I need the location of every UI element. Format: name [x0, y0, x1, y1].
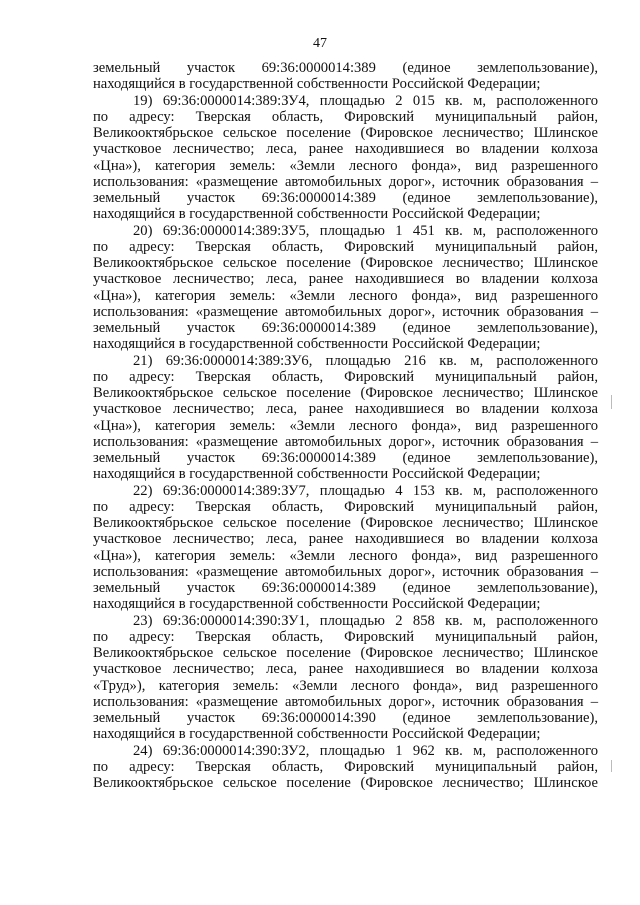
text-line: «Цна»), категория земель: «Земли лесного фонда», вид разрешенного: [93, 417, 598, 434]
text-line: использования: «размещение автомобильных дорог», источник образования –: [93, 433, 598, 450]
text-line: по адресу: Тверская область, Фировский муниципальный район,: [93, 628, 598, 645]
text-line: Великооктябрьское сельское поселение (Фировское лесничество; Шлинское: [93, 645, 598, 661]
text-line: земельный участок 69:36:0000014:389 (единое землепользование),: [93, 580, 598, 596]
text-line: участковое лесничество; леса, ранее находившиеся во владении колхоза: [93, 661, 598, 678]
text-line: находящийся в государственной собственности Российской Федерации;: [93, 726, 541, 743]
text-line: «Труд»), категория земель: «Земли лесного фонда», вид разрешенного: [93, 677, 598, 694]
text-line: находящийся в государственной собственности Российской Федерации;: [93, 206, 541, 223]
paragraph-first-line: 24) 69:36:0000014:390:ЗУ2, площадью 1 962 кв. м, расположенного: [133, 742, 598, 759]
text-line: участковое лесничество; леса, ранее находившиеся во владении колхоза: [93, 401, 598, 418]
margin-scan-mark: [611, 395, 612, 409]
text-line: использования: «размещение автомобильных дорог», источник образования –: [93, 303, 598, 320]
paragraph-first-line: 19) 69:36:0000014:389:ЗУ4, площадью 2 015 кв. м, расположенного: [133, 92, 598, 109]
text-line: находящийся в государственной собственности Российской Федерации;: [93, 596, 541, 613]
text-line: использования: «размещение автомобильных дорог», источник образования –: [93, 563, 598, 580]
text-line: «Цна»), категория земель: «Земли лесного фонда», вид разрешенного: [93, 287, 598, 304]
text-line: находящийся в государственной собственности Российской Федерации;: [93, 76, 541, 93]
text-line: участковое лесничество; леса, ранее находившиеся во владении колхоза: [93, 531, 598, 548]
text-line: земельный участок 69:36:0000014:389 (единое землепользование),: [93, 190, 598, 206]
text-line: участковое лесничество; леса, ранее находившиеся во владении колхоза: [93, 271, 598, 288]
text-line: земельный участок 69:36:0000014:389 (единое землепользование),: [93, 320, 598, 336]
text-line: находящийся в государственной собственности Российской Федерации;: [93, 466, 541, 483]
text-line: земельный участок 69:36:0000014:389 (единое землепользование),: [93, 450, 598, 466]
text-line: участковое лесничество; леса, ранее находившиеся во владении колхоза: [93, 141, 598, 158]
text-line: земельный участок 69:36:0000014:389 (единое землепользование),: [93, 60, 598, 76]
text-line: Великооктябрьское сельское поселение (Фировское лесничество; Шлинское: [93, 515, 598, 531]
text-line: использования: «размещение автомобильных дорог», источник образования –: [93, 173, 598, 190]
text-line: «Цна»), категория земель: «Земли лесного фонда», вид разрешенного: [93, 547, 598, 564]
text-line: по адресу: Тверская область, Фировский муниципальный район,: [93, 498, 598, 515]
body-text: [93, 60, 598, 791]
text-line: Великооктябрьское сельское поселение (Фировское лесничество; Шлинское: [93, 385, 598, 401]
paragraph-first-line: 23) 69:36:0000014:390:ЗУ1, площадью 2 858 кв. м, расположенного: [133, 612, 598, 629]
margin-scan-mark: [611, 760, 612, 772]
paragraph-first-line: 21) 69:36:0000014:389:ЗУ6, площадью 216 кв. м, расположенного: [133, 352, 598, 369]
text-line: по адресу: Тверская область, Фировский муниципальный район,: [93, 108, 598, 125]
text-line: использования: «размещение автомобильных дорог», источник образования –: [93, 693, 598, 710]
text-line: земельный участок 69:36:0000014:390 (единое землепользование),: [93, 710, 598, 726]
text-line: по адресу: Тверская область, Фировский муниципальный район,: [93, 758, 598, 775]
text-line: по адресу: Тверская область, Фировский муниципальный район,: [93, 238, 598, 255]
text-line: Великооктябрьское сельское поселение (Фировское лесничество; Шлинское: [93, 255, 598, 271]
text-line: «Цна»), категория земель: «Земли лесного фонда», вид разрешенного: [93, 157, 598, 174]
page-number: 47: [313, 36, 327, 51]
text-line: по адресу: Тверская область, Фировский муниципальный район,: [93, 368, 598, 385]
paragraph-first-line: 20) 69:36:0000014:389:ЗУ5, площадью 1 451 кв. м, расположенного: [133, 222, 598, 239]
paragraph-first-line: 22) 69:36:0000014:389:ЗУ7, площадью 4 153 кв. м, расположенного: [133, 482, 598, 499]
text-line: находящийся в государственной собственности Российской Федерации;: [93, 336, 541, 353]
text-line: Великооктябрьское сельское поселение (Фировское лесничество; Шлинское: [93, 775, 598, 791]
text-line: Великооктябрьское сельское поселение (Фировское лесничество; Шлинское: [93, 125, 598, 141]
